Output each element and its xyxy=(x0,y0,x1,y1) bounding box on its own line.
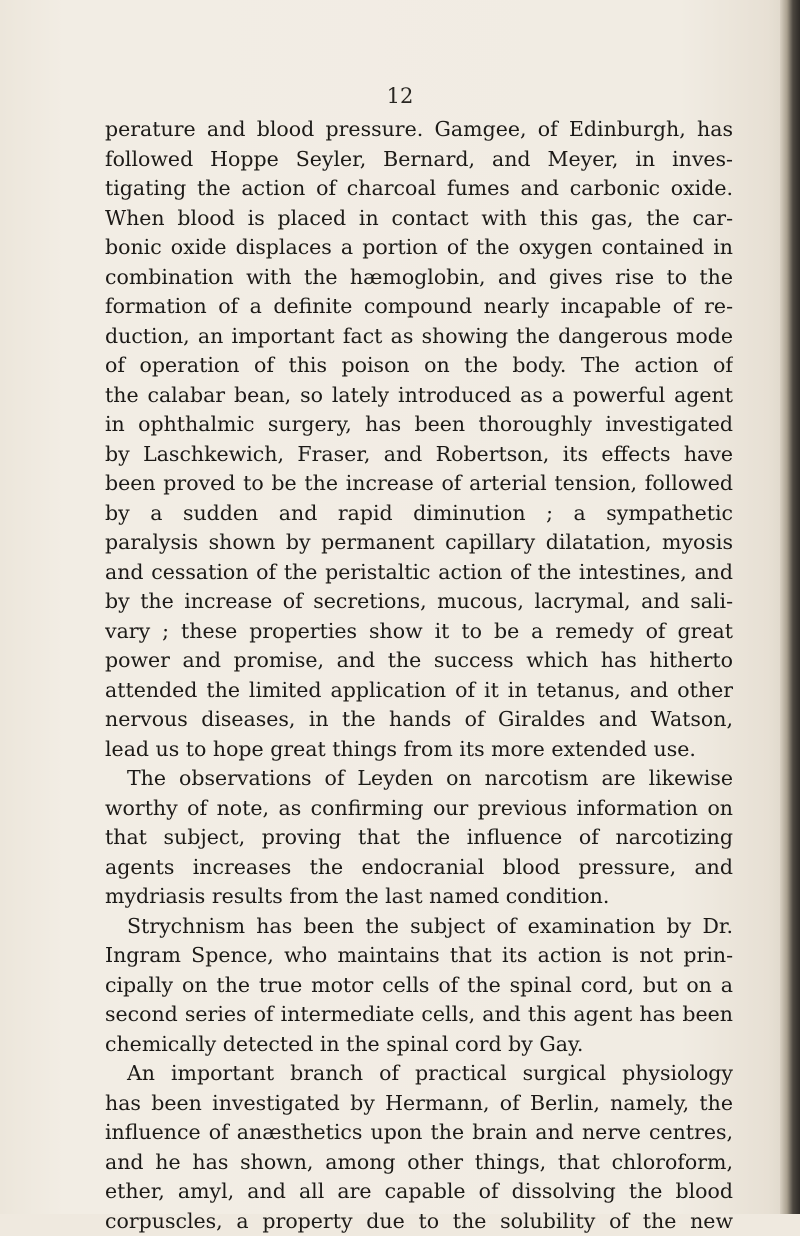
text-line: been proved to be the increase of arterial tension, followed xyxy=(105,469,733,499)
text-line: has been investigated by Hermann, of Berlin, namely, the xyxy=(105,1089,733,1119)
text-line: Strychnism has been the subject of examination by Dr. xyxy=(105,912,733,942)
text-line: by Laschkewich, Fraser, and Robertson, its effects have xyxy=(105,440,733,470)
text-line: that subject, proving that the influence of narcotizing xyxy=(105,823,733,853)
text-line: of operation of this poison on the body. The action of xyxy=(105,351,733,381)
text-line: combination with the hæmoglobin, and gives rise to the xyxy=(105,263,733,293)
text-line: followed Hoppe Seyler, Bernard, and Meyer, in inves- xyxy=(105,145,733,175)
text-line: duction, an important fact as showing the dangerous mode xyxy=(105,322,733,352)
text-line: The observations of Leyden on narcotism are likewise xyxy=(105,764,733,794)
text-line: by the increase of secretions, mucous, lacrymal, and sali- xyxy=(105,587,733,617)
text-line: An important branch of practical surgical physiology xyxy=(105,1059,733,1089)
text-line: and he has shown, among other things, that chloroform, xyxy=(105,1148,733,1178)
text-line: the calabar bean, so lately introduced as a powerful agent xyxy=(105,381,733,411)
text-line: by a sudden and rapid diminution ; a sympathetic xyxy=(105,499,733,529)
text-line: agents increases the endocranial blood pressure, and xyxy=(105,853,733,883)
text-line: perature and blood pressure. Gamgee, of Edinburgh, has xyxy=(105,115,733,145)
text-line: cipally on the true motor cells of the spinal cord, but on a xyxy=(105,971,733,1001)
text-line: worthy of note, as confirming our previous information on xyxy=(105,794,733,824)
text-line: power and promise, and the success which has hitherto xyxy=(105,646,733,676)
page-number: 12 xyxy=(380,84,420,108)
text-line: When blood is placed in contact with this gas, the car- xyxy=(105,204,733,234)
text-line: tigating the action of charcoal fumes and carbonic oxide. xyxy=(105,174,733,204)
body-text xyxy=(105,115,733,1236)
text-line: paralysis shown by permanent capillary dilatation, myosis xyxy=(105,528,733,558)
text-line: attended the limited application of it in tetanus, and other xyxy=(105,676,733,706)
text-line: second series of intermediate cells, and this agent has been xyxy=(105,1000,733,1030)
text-line: corpuscles, a property due to the solubility of the new xyxy=(105,1207,733,1236)
page-edge-shadow xyxy=(780,0,800,1214)
text-line: lead us to hope great things from its more extended use. xyxy=(105,735,733,765)
text-line: bonic oxide displaces a portion of the oxygen contained in xyxy=(105,233,733,263)
text-line: chemically detected in the spinal cord by Gay. xyxy=(105,1030,733,1060)
text-line: formation of a definite compound nearly incapable of re- xyxy=(105,292,733,322)
text-line: Ingram Spence, who maintains that its action is not prin- xyxy=(105,941,733,971)
text-line: and cessation of the peristaltic action of the intestines, and xyxy=(105,558,733,588)
text-line: in ophthalmic surgery, has been thoroughly investigated xyxy=(105,410,733,440)
text-line: vary ; these properties show it to be a remedy of great xyxy=(105,617,733,647)
text-line: nervous diseases, in the hands of Giraldes and Watson, xyxy=(105,705,733,735)
text-line: influence of anæsthetics upon the brain and nerve centres, xyxy=(105,1118,733,1148)
text-line: ether, amyl, and all are capable of dissolving the blood xyxy=(105,1177,733,1207)
text-line: mydriasis results from the last named condition. xyxy=(105,882,733,912)
